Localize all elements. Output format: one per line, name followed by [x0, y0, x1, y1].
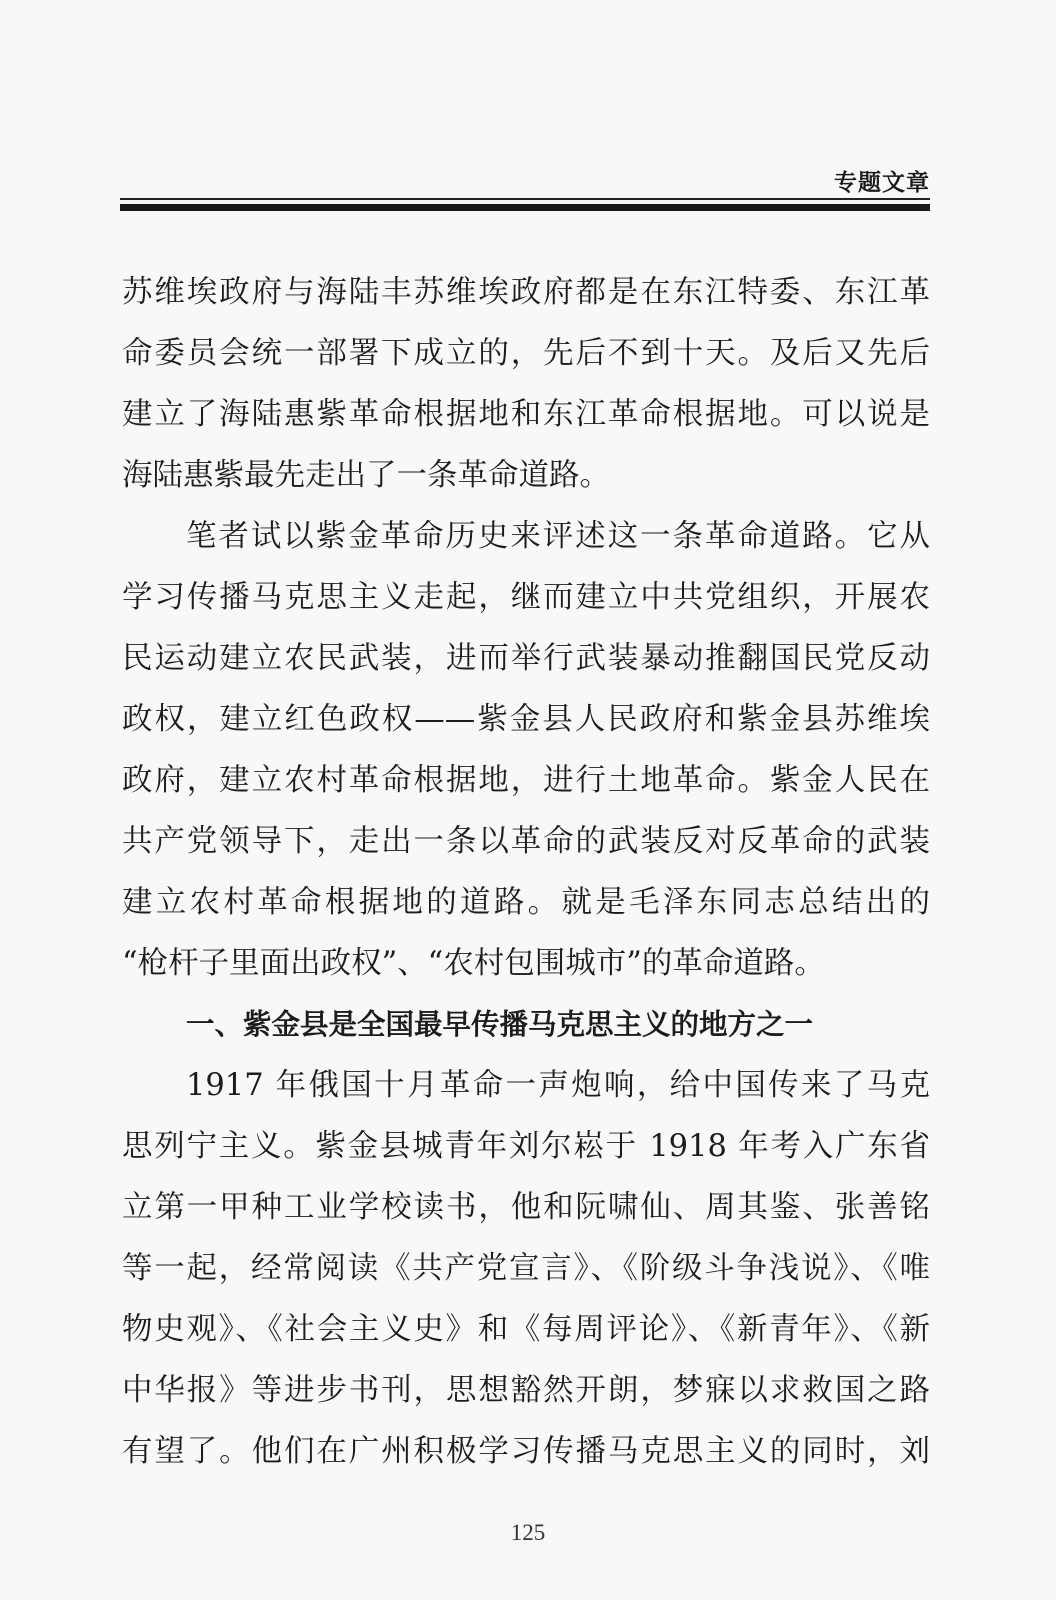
- text-line: 建立了海陆惠紫革命根据地和东江革命根据地。可以说是: [122, 397, 930, 432]
- text-line: 建立农村革命根据地的道路。就是毛泽东同志总结出的: [122, 885, 930, 920]
- text-line: 政府，建立农村革命根据地，进行土地革命。紫金人民在: [122, 763, 930, 798]
- text-line: 有望了。他们在广州积极学习传播马克思主义的同时，刘: [122, 1434, 930, 1469]
- text-line: 中华报》等进步书刊，思想豁然开朗，梦寐以求救国之路: [122, 1373, 930, 1408]
- header-rule-thick: [120, 204, 930, 211]
- text-line: 命委员会统一部署下成立的，先后不到十天。及后又先后: [122, 336, 930, 371]
- text-line: 笔者试以紫金革命历史来评述这一条革命道路。它从: [186, 519, 930, 554]
- text-line: 物史观》、《社会主义史》和《每周评论》、《新青年》、《新: [122, 1312, 930, 1347]
- text-line: 政权，建立红色政权——紫金县人民政府和紫金县苏维埃: [122, 702, 930, 737]
- text-line: 思列宁主义。紫金县城青年刘尔崧于 1918 年考入广东省: [122, 1129, 930, 1164]
- text-line: 民运动建立农民武装，进而举行武装暴动推翻国民党反动: [122, 641, 930, 676]
- text-line: 立第一甲种工业学校读书，他和阮啸仙、周其鉴、张善铭: [122, 1190, 930, 1225]
- paragraph: [122, 262, 930, 506]
- text-line: 1917 年俄国十月革命一声炮响，给中国传来了马克: [186, 1068, 930, 1103]
- text-line: 苏维埃政府与海陆丰苏维埃政府都是在东江特委、东江革: [122, 275, 930, 310]
- text-line: 学习传播马克思主义走起，继而建立中共党组织，开展农: [122, 580, 930, 615]
- paragraph: [122, 506, 930, 994]
- text-line: 等一起，经常阅读《共产党宣言》、《阶级斗争浅说》、《唯: [122, 1251, 930, 1286]
- header-rule-thin: [120, 198, 930, 200]
- text-line: 海陆惠紫最先走出了一条革命道路。: [122, 458, 610, 493]
- section-heading: 一、紫金县是全国最早传播马克思主义的地方之一: [186, 1008, 814, 1041]
- running-header: 专题文章: [834, 170, 930, 196]
- text-line: 共产党领导下，走出一条以革命的武装反对反革命的武装: [122, 824, 930, 859]
- paragraph: [122, 1055, 930, 1482]
- page-number: 125: [510, 1520, 546, 1545]
- body-text: [122, 262, 930, 1482]
- text-line: “枪杆子里面出政权”、“农村包围城市”的革命道路。: [122, 946, 825, 981]
